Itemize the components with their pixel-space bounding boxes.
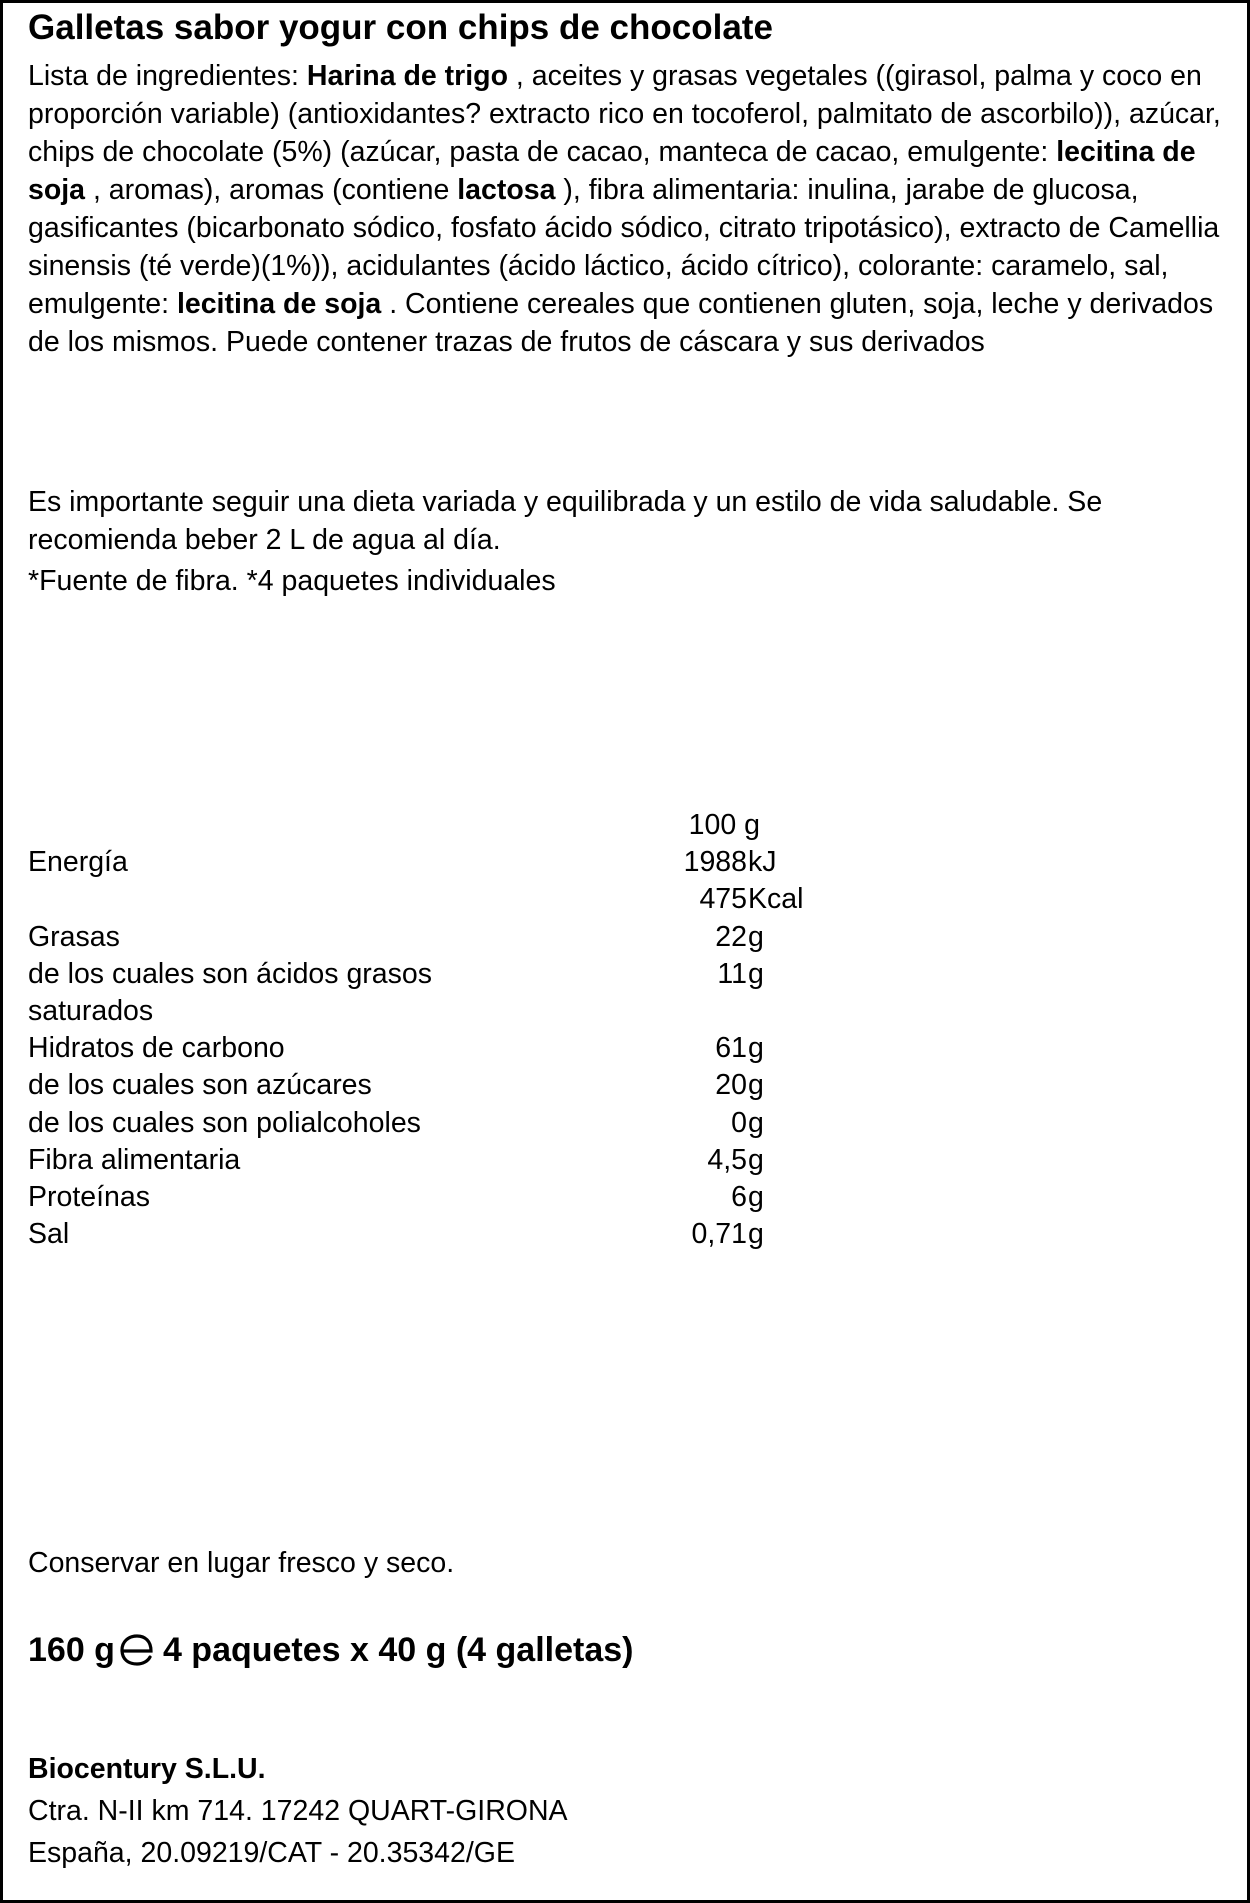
- nutrient-label: Hidratos de carbono: [28, 1032, 285, 1065]
- allergen-wheat: Harina de trigo: [306, 60, 508, 92]
- nutrient-label: de los cuales son ácidos grasos: [28, 957, 432, 990]
- nutrient-value: 61: [715, 1032, 747, 1065]
- allergen-lactose: lactosa: [457, 174, 556, 206]
- net-weight: [28, 1628, 633, 1672]
- ingredients-segment: ), fibra alimentaria: inulina, jarabe de glucosa, gasificantes (bicarbonato sódico, fosfato ácido sódico, citrato tripotásico), extracto de Camellia sinensis (té verde)(1%)), acidulantes (ácido láctico, ácido cítrico), colorante: caramelo, sal, emulgente:: [28, 174, 1220, 320]
- nutrient-label: de los cuales son polialcoholes: [28, 1106, 421, 1139]
- nutrient-label: Energía: [28, 846, 128, 879]
- nutrient-value: 0: [731, 1106, 747, 1139]
- nutrient-label: saturados: [28, 994, 154, 1027]
- nutrient-value: 11: [717, 957, 747, 990]
- storage-instructions: Conservar en lugar fresco y seco.: [28, 1547, 455, 1579]
- nutrient-value: 0,71: [691, 1218, 747, 1251]
- nutrient-value: 4,5: [707, 1143, 747, 1176]
- nutrient-label: Proteínas: [28, 1180, 150, 1213]
- nutrition-table: [28, 807, 828, 1253]
- pack-description: 4 paquetes x 40 g (4 galletas): [162, 1631, 634, 1669]
- nutrient-unit: kJ: [748, 846, 777, 879]
- nutrient-unit: g: [748, 1106, 764, 1139]
- nutrition-row: [28, 919, 828, 956]
- nutrition-row: [28, 881, 828, 918]
- ingredients-list: [28, 57, 1228, 361]
- company-name: Biocentury S.L.U.: [28, 1753, 266, 1785]
- nutrient-label: Grasas: [28, 920, 120, 953]
- nutrient-value: 1988: [683, 846, 747, 879]
- nutrient-value: 6: [731, 1180, 747, 1213]
- nutrient-unit: g: [748, 1069, 764, 1102]
- e-mark-icon: [117, 1632, 157, 1668]
- nutrient-unit: g: [748, 920, 764, 953]
- ingredients-segment: , aceites y grasas vegetales ((girasol, palma y coco en proporción variable) (antioxidantes? extracto rico en tocoferol, palmitato de ascorbilo)), azúcar, chips de chocolate (5%) (azúcar, pasta de cacao, manteca de cacao, emulgente:: [28, 60, 1221, 168]
- nutrition-row: [28, 1142, 828, 1179]
- nutrient-value: 475: [699, 883, 747, 916]
- nutrition-row: [28, 844, 828, 881]
- allergen-soy: lecitina de soja: [28, 136, 1196, 206]
- nutrition-row: [28, 956, 828, 993]
- nutrient-unit: g: [748, 1180, 764, 1213]
- nutrient-label: Fibra alimentaria: [28, 1143, 241, 1176]
- nutrient-unit: g: [748, 1032, 764, 1065]
- company-registry: España, 20.09219/CAT - 20.35342/GE: [28, 1837, 515, 1869]
- allergen-soy: lecitina de soja: [176, 288, 382, 320]
- nutrient-value: 22: [715, 920, 747, 953]
- fiber-note: *Fuente de fibra. *4 paquetes individuales: [28, 565, 556, 597]
- nutrition-row: [28, 1067, 828, 1104]
- nutrient-label: Sal: [28, 1218, 70, 1251]
- company-info: [28, 1748, 568, 1874]
- nutrition-row: [28, 1216, 828, 1253]
- nutrient-label: de los cuales son azúcares: [28, 1069, 372, 1102]
- nutrition-row: [28, 993, 828, 1030]
- nutrient-unit: g: [748, 1143, 764, 1176]
- nutrition-row: [28, 1105, 828, 1142]
- nutrition-row: [28, 1179, 828, 1216]
- nutrient-unit: g: [748, 957, 764, 990]
- nutrient-value: 20: [715, 1069, 747, 1102]
- ingredients-segment: . Contiene cereales que contienen gluten, soja, leche y derivados de los mismos. Puede contener trazas de frutos de cáscara y sus derivados: [28, 288, 1214, 358]
- diet-advice: Es importante seguir una dieta variada y equilibrada y un estilo de vida saludable. Se recomienda beber 2 L de agua al día.: [28, 486, 1103, 556]
- ingredients-segment: , aromas), aromas (contiene: [85, 174, 458, 206]
- ingredients-segment: Lista de ingredientes:: [28, 60, 307, 92]
- company-address: Ctra. N-II km 714. 17242 QUART-GIRONA: [28, 1795, 568, 1827]
- nutrition-header: 100 g: [688, 809, 760, 841]
- nutrient-unit: Kcal: [748, 883, 804, 916]
- net-weight-value: 160 g: [28, 1631, 115, 1669]
- product-title: Galletas sabor yogur con chips de chocolate: [28, 8, 773, 47]
- nutrition-row: [28, 1030, 828, 1067]
- nutrition-header-row: [28, 807, 828, 844]
- nutrient-unit: g: [748, 1218, 764, 1251]
